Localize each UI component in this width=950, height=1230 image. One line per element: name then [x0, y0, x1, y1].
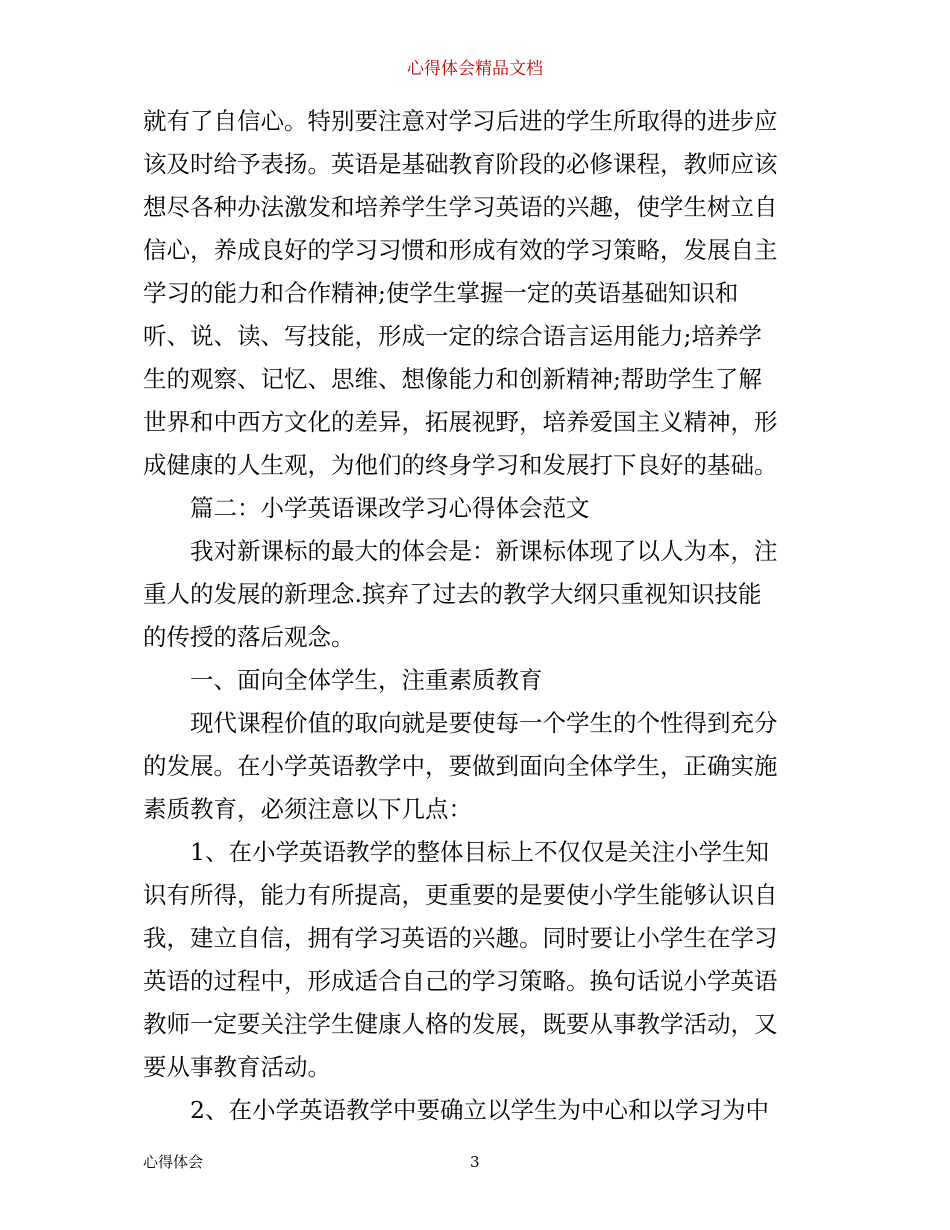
section-heading: 篇二：小学英语课改学习心得体会范文	[190, 494, 590, 522]
text-line: 生的观察、记忆、思维、想像能力和创新精神;帮助学生了解	[143, 365, 762, 393]
document-body	[143, 100, 813, 1132]
text-line: 的发展。在小学英语教学中，要做到面向全体学生，正确实施	[143, 752, 778, 780]
footer-label: 心得体会	[143, 1153, 204, 1171]
text-line: 该及时给予表扬。英语是基础教育阶段的必修课程，教师应该	[143, 150, 778, 178]
page-number: 3	[470, 1153, 480, 1171]
text-line: 信心，养成良好的学习习惯和形成有效的学习策略，发展自主	[143, 236, 778, 264]
page-header-title: 心得体会精品文档	[407, 59, 543, 79]
text-line: 学习的能力和合作精神;使学生掌握一定的英语基础知识和	[143, 279, 739, 307]
text-line: 素质教育，必须注意以下几点：	[143, 795, 472, 823]
text-line: 的传授的落后观念。	[143, 623, 355, 651]
text-line: 想尽各种办法激发和培养学生学习英语的兴趣，使学生树立自	[143, 193, 778, 221]
text-line: 教师一定要关注学生健康人格的发展，既要从事教学活动，又	[143, 1010, 778, 1038]
text-line: 要从事教育活动。	[143, 1053, 331, 1081]
text-line: 我，建立自信，拥有学习英语的兴趣。同时要让小学生在学习	[143, 924, 778, 952]
section-heading: 一、面向全体学生，注重素质教育	[190, 666, 543, 694]
text-line: 1、在小学英语教学的整体目标上不仅仅是关注小学生知	[190, 838, 769, 866]
text-line: 成健康的人生观，为他们的终身学习和发展打下良好的基础。	[143, 451, 778, 479]
text-line: 识有所得，能力有所提高，更重要的是要使小学生能够认识自	[143, 881, 778, 909]
text-line: 我对新课标的最大的体会是：新课标体现了以人为本，注	[190, 537, 778, 565]
text-line: 现代课程价值的取向就是要使每一个学生的个性得到充分	[190, 709, 778, 737]
text-line: 2、在小学英语教学中要确立以学生为中心和以学习为中	[190, 1096, 769, 1124]
text-line: 英语的过程中，形成适合自己的学习策略。换句话说小学英语	[143, 967, 778, 995]
text-line: 重人的发展的新理念.摈弃了过去的教学大纲只重视知识技能	[143, 580, 762, 608]
text-line: 世界和中西方文化的差异，拓展视野，培养爱国主义精神，形	[143, 408, 778, 436]
text-line: 听、说、读、写技能，形成一定的综合语言运用能力;培养学	[143, 322, 762, 350]
text-line: 就有了自信心。特别要注意对学习后进的学生所取得的进步应	[143, 107, 778, 135]
